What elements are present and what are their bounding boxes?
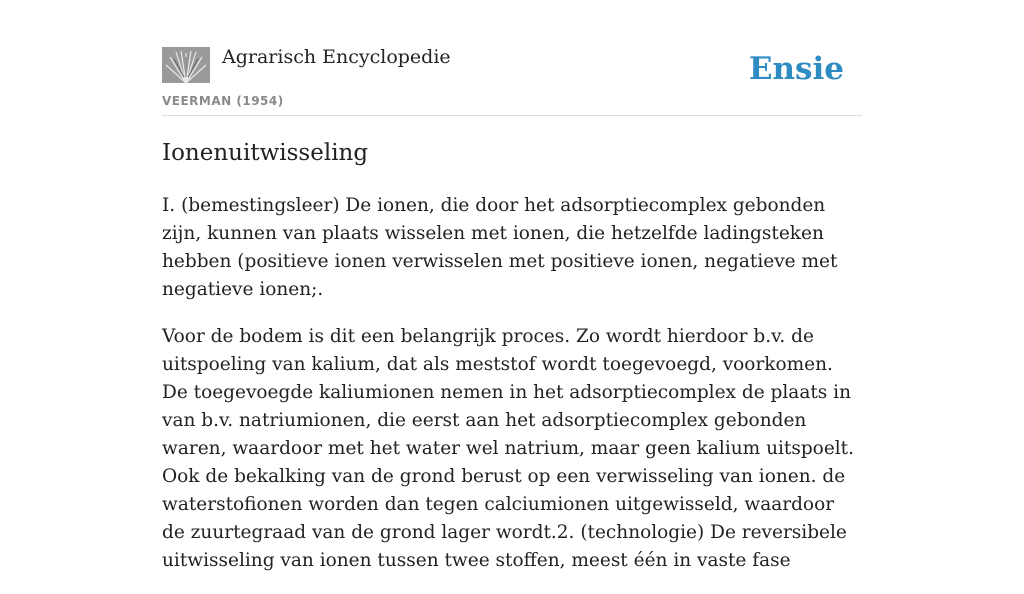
brand-logo-link[interactable]: Ensie	[748, 51, 844, 87]
page	[162, 0, 862, 571]
article-paragraph: Voor de bodem is dit een belangrijk proces. Zo wordt hierdoor b.v. de uitspoeling van kalium, dat als meststof wordt toegevoegd, voorkomen. De toegevoegde kaliumionen nemen in het adsorptiecomplex de plaats in van b.v. natriumionen, die eerst aan het adsorptiecomplex gebonden waren, waardoor met het water wel natrium, maar geen kalium uitspoelt. Ook de bekalking van de grond berust op een verwisseling van ionen. de waterstofionen worden dan tegen calciumionen uitgewisseld, waardoor de zuurtegraad van de grond lager wordt.2. (technologie) De reversibele uitwisseling van ionen tussen twee stoffen, meest één in vaste fase	[162, 326, 854, 571]
article-paragraph: I. (bemestingsleer) De ionen, die door het adsorptiecomplex gebonden zijn, kunnen van plaats wisselen met ionen, die hetzelfde ladingsteken hebben (positieve ionen verwisselen met positieve ionen, negatieve met negatieve ionen;.	[162, 195, 838, 300]
article-body	[162, 192, 862, 594]
publication-title[interactable]: Agrarisch Encyclopedie	[222, 46, 451, 68]
wheat-sheaf-thumbnail-icon[interactable]	[162, 47, 210, 83]
publication-header	[162, 0, 862, 116]
article-title: Ionenuitwisseling	[162, 140, 369, 166]
publication-subtitle: VEERMAN (1954)	[162, 94, 284, 108]
